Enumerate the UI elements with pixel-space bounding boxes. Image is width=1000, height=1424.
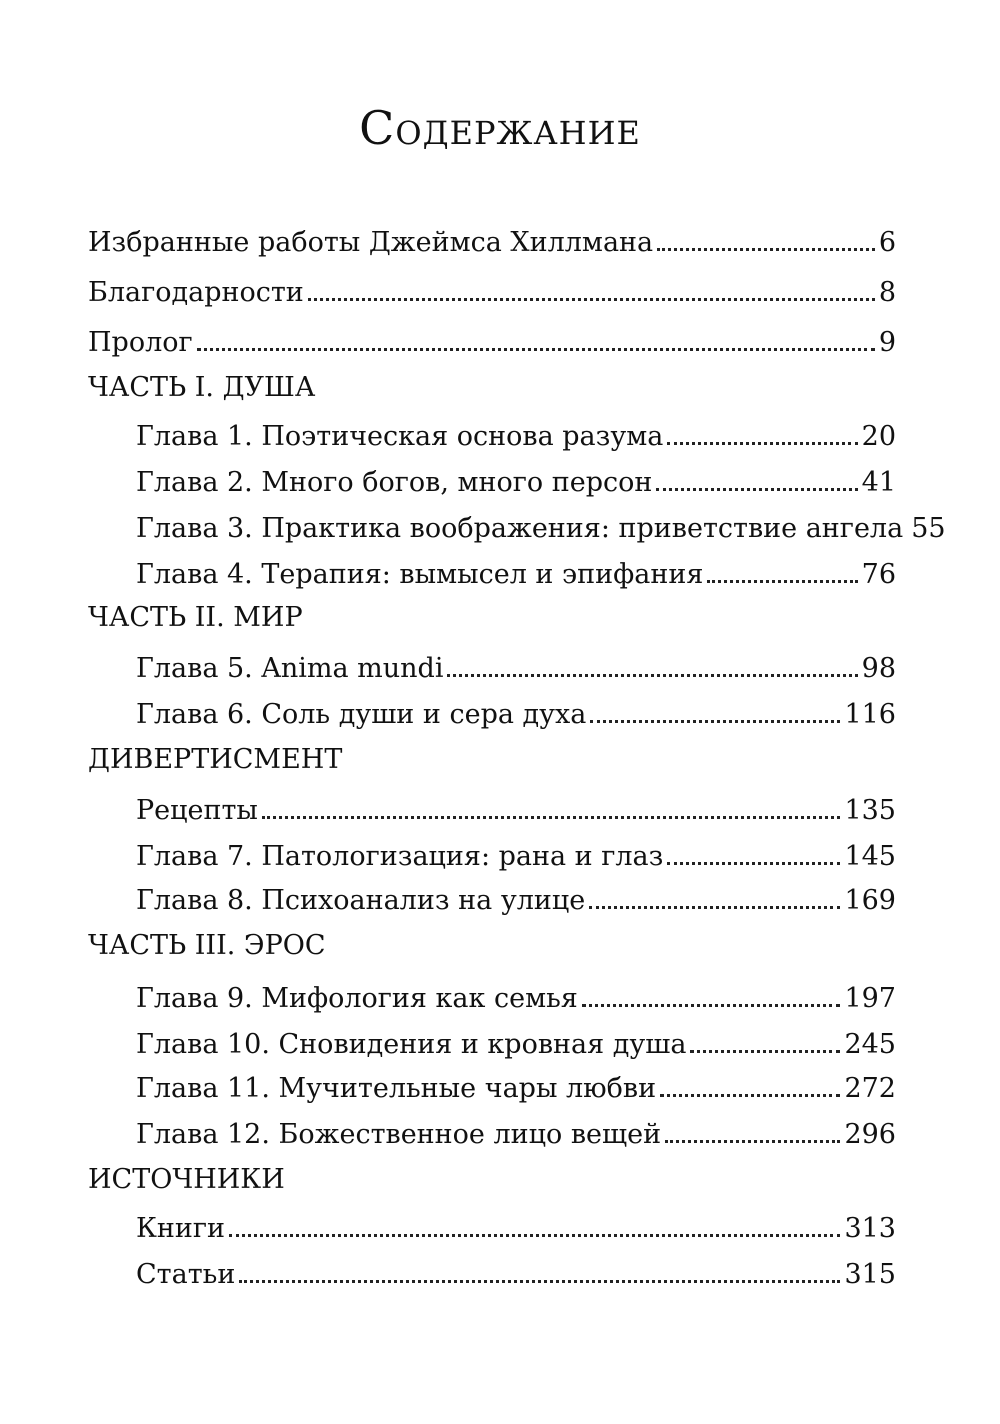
toc-entry-page: 76 [861, 559, 896, 590]
toc-entry-label: Глава 4. Терапия: вымысел и эпифания [136, 559, 704, 590]
toc-entry-page: 41 [861, 467, 896, 498]
toc-entry-label: Глава 3. Практика воображения: приветствие ангела [136, 513, 904, 544]
toc-section-heading: ЧАСТЬ III. ЭРОС [88, 930, 326, 961]
page-title: Содержание [359, 101, 641, 155]
dot-leader [707, 580, 857, 583]
toc-entry-page: 315 [844, 1259, 896, 1290]
dot-leader [262, 816, 841, 819]
toc-entry[interactable] [136, 1018, 896, 1062]
toc-entry-label: Глава 12. Божественное лицо вещей [136, 1119, 662, 1150]
toc-entry-label: Рецепты [136, 795, 258, 826]
toc-entry-label: Глава 5. Anima mundi [136, 653, 444, 684]
dot-leader [447, 674, 857, 677]
toc-entry[interactable] [136, 688, 896, 732]
toc-entry-page: 98 [861, 653, 896, 684]
toc-entry[interactable] [136, 642, 896, 686]
dot-leader [657, 248, 875, 251]
toc-entry[interactable] [88, 316, 896, 360]
dot-leader [197, 348, 875, 351]
toc-entry[interactable] [136, 874, 896, 918]
toc-entry-page: 272 [844, 1073, 896, 1104]
toc-entry-page: 197 [844, 983, 896, 1014]
dot-leader [667, 862, 840, 865]
toc-entry-page: 55 [911, 513, 946, 544]
toc-entry[interactable] [136, 1108, 896, 1152]
dot-leader [656, 488, 857, 491]
toc-entry-page: 145 [844, 841, 896, 872]
dot-leader [667, 442, 857, 445]
toc-entry-label: Глава 7. Патологизация: рана и глаз [136, 841, 664, 872]
toc-entry-label: Книги [136, 1213, 226, 1244]
toc-entry-page: 135 [844, 795, 896, 826]
toc-section-heading: ДИВЕРТИСМЕНТ [88, 744, 343, 775]
toc-entry[interactable] [88, 216, 896, 260]
toc-entry[interactable] [136, 830, 896, 874]
toc-entry[interactable] [136, 456, 896, 500]
toc-entry[interactable] [136, 1248, 896, 1292]
toc-entry-page: 9 [878, 327, 896, 358]
toc-entry-label: Глава 11. Мучительные чары любви [136, 1073, 657, 1104]
toc-entry-page: 6 [878, 227, 896, 258]
dot-leader [589, 906, 840, 909]
toc-entry[interactable] [136, 1202, 896, 1246]
toc-entry-page: 169 [844, 885, 896, 916]
toc-entry-label: Глава 1. Поэтическая основа разума [136, 421, 664, 452]
dot-leader [582, 1004, 841, 1007]
toc-entry-page: 116 [844, 699, 896, 730]
dot-leader [229, 1234, 840, 1237]
toc-entry-label: Глава 6. Соль души и сера духа [136, 699, 587, 730]
toc-entry[interactable] [136, 502, 946, 546]
toc-entry-label: Избранные работы Джеймса Хиллмана [88, 227, 654, 258]
dot-leader [660, 1094, 840, 1097]
toc-entry-label: Глава 10. Сновидения и кровная душа [136, 1029, 687, 1060]
toc-entry[interactable] [136, 784, 896, 828]
toc-entry[interactable] [136, 410, 896, 454]
toc-entry-page: 296 [844, 1119, 896, 1150]
toc-entry-page: 20 [861, 421, 896, 452]
toc-section-heading: ЧАСТЬ II. МИР [88, 602, 303, 633]
toc-entry[interactable] [136, 1062, 896, 1106]
toc-entry[interactable] [136, 972, 896, 1016]
toc-entry-page: 8 [878, 277, 896, 308]
toc-entry-page: 313 [844, 1213, 896, 1244]
toc-section-heading: ИСТОЧНИКИ [88, 1164, 285, 1195]
toc-entry-label: Глава 2. Много богов, много персон [136, 467, 653, 498]
toc-entry[interactable] [136, 548, 896, 592]
dot-leader [690, 1050, 840, 1053]
toc-entry-label: Пролог [88, 327, 193, 358]
toc-entry-label: Глава 8. Психоанализ на улице [136, 885, 586, 916]
toc-entry[interactable] [88, 266, 896, 310]
dot-leader [590, 720, 840, 723]
toc-entry-label: Благодарности [88, 277, 304, 308]
dot-leader [665, 1140, 840, 1143]
toc-entry-label: Глава 9. Мифология как семья [136, 983, 578, 1014]
toc-entry-page: 245 [844, 1029, 896, 1060]
toc-entry-label: Статьи [136, 1259, 236, 1290]
dot-leader [239, 1280, 840, 1283]
toc-section-heading: ЧАСТЬ I. ДУША [88, 372, 316, 403]
dot-leader [308, 298, 875, 301]
